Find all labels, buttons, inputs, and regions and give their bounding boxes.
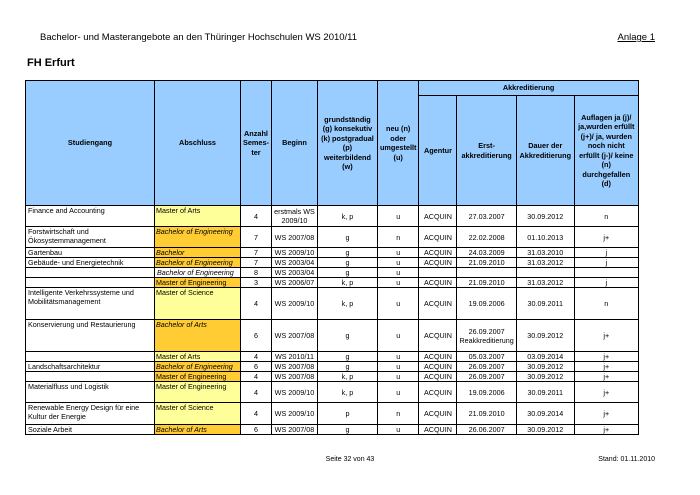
cell-abschluss: Master of Science xyxy=(155,288,241,320)
cell-semester: 4 xyxy=(241,372,272,382)
cell-art: g xyxy=(317,227,377,248)
cell-auflagen: j xyxy=(574,248,638,258)
cell-semester: 4 xyxy=(241,403,272,425)
cell-studiengang: Finance and Accounting xyxy=(26,206,155,227)
cell-studiengang: Konservierung und Restaurierung xyxy=(26,320,155,352)
table-row xyxy=(26,372,639,382)
col-studiengang: Studiengang xyxy=(26,81,155,206)
table-row xyxy=(26,278,639,288)
cell-abschluss: Bachelor of Arts xyxy=(155,320,241,352)
cell-beginn: WS 2007/08 xyxy=(271,372,317,382)
cell-abschluss: Master of Arts xyxy=(155,206,241,227)
cell-erst: 27.03.2007 xyxy=(457,206,516,227)
cell-art: g xyxy=(317,258,377,268)
col-erstakkreditierung: Erst- akkreditierung xyxy=(457,96,516,206)
table-row xyxy=(26,227,639,248)
cell-semester: 4 xyxy=(241,352,272,362)
cell-neu: u xyxy=(377,382,419,403)
cell-agentur: ACQUIN xyxy=(419,403,457,425)
col-art: grundständig (g) konsekutiv (k) postgradual (p) weiterbildend (w) xyxy=(317,81,377,206)
col-beginn: Beginn xyxy=(271,81,317,206)
cell-neu: u xyxy=(377,206,419,227)
cell-erst: 21.09.2010 xyxy=(457,403,516,425)
col-group-akkreditierung: Akkreditierung xyxy=(419,81,638,96)
cell-beginn: WS 2003/04 xyxy=(271,268,317,278)
cell-art: k, p xyxy=(317,382,377,403)
cell-studiengang: Forstwirtschaft und Ökosystemmanagement xyxy=(26,227,155,248)
cell-agentur: ACQUIN xyxy=(419,352,457,362)
cell-neu: u xyxy=(377,425,419,435)
cell-erst: 26.09.2007 Reakkreditierung xyxy=(457,320,516,352)
cell-neu: u xyxy=(377,248,419,258)
cell-auflagen: j+ xyxy=(574,403,638,425)
cell-dauer: 30.09.2012 xyxy=(516,372,574,382)
cell-agentur: ACQUIN xyxy=(419,248,457,258)
cell-neu: u xyxy=(377,258,419,268)
cell-erst xyxy=(457,268,516,278)
cell-dauer: 31.03.2012 xyxy=(516,258,574,268)
cell-dauer: 01.10.2013 xyxy=(516,227,574,248)
cell-studiengang xyxy=(26,352,155,362)
cell-semester: 4 xyxy=(241,206,272,227)
col-agentur: Agentur xyxy=(419,96,457,206)
cell-neu: u xyxy=(377,362,419,372)
cell-abschluss: Master of Science xyxy=(155,403,241,425)
cell-abschluss: Bachelor of Engineering xyxy=(155,258,241,268)
cell-semester: 6 xyxy=(241,425,272,435)
cell-beginn: WS 2009/10 xyxy=(271,288,317,320)
table-row xyxy=(26,362,639,372)
cell-neu: u xyxy=(377,268,419,278)
cell-auflagen: j+ xyxy=(574,372,638,382)
cell-auflagen: j+ xyxy=(574,382,638,403)
cell-dauer: 30.09.2012 xyxy=(516,362,574,372)
cell-abschluss: Bachelor xyxy=(155,248,241,258)
cell-dauer: 30.09.2011 xyxy=(516,288,574,320)
cell-studiengang xyxy=(26,372,155,382)
cell-semester: 7 xyxy=(241,248,272,258)
table-row xyxy=(26,248,639,258)
cell-neu: n xyxy=(377,227,419,248)
cell-agentur xyxy=(419,268,457,278)
cell-semester: 6 xyxy=(241,320,272,352)
cell-neu: u xyxy=(377,352,419,362)
cell-studiengang: Renewable Energy Design für eine Kultur der Energie xyxy=(26,403,155,425)
cell-beginn: WS 2009/10 xyxy=(271,403,317,425)
cell-auflagen: j+ xyxy=(574,362,638,372)
cell-agentur: ACQUIN xyxy=(419,425,457,435)
cell-art: g xyxy=(317,320,377,352)
col-auflagen: Auflagen ja (j)/ ja,wurden erfüllt (j+)/ ja, wurden noch nicht erfüllt (j-)/ keine (n) durchgefallen (d) xyxy=(574,96,638,206)
cell-erst: 26.06.2007 xyxy=(457,425,516,435)
cell-abschluss: Bachelor of Arts xyxy=(155,425,241,435)
cell-beginn: WS 2007/08 xyxy=(271,227,317,248)
cell-beginn: WS 2007/08 xyxy=(271,362,317,372)
cell-semester: 4 xyxy=(241,288,272,320)
table-row xyxy=(26,382,639,403)
cell-auflagen: j xyxy=(574,258,638,268)
cell-neu: n xyxy=(377,403,419,425)
table-row xyxy=(26,403,639,425)
col-neu: neu (n) oder umgestellt (u) xyxy=(377,81,419,206)
cell-art: k, p xyxy=(317,372,377,382)
table-row xyxy=(26,288,639,320)
cell-beginn: WS 2003/04 xyxy=(271,258,317,268)
cell-auflagen: j+ xyxy=(574,425,638,435)
cell-erst: 22.02.2008 xyxy=(457,227,516,248)
table-row xyxy=(26,258,639,268)
cell-beginn: WS 2007/08 xyxy=(271,320,317,352)
page-title: FH Erfurt xyxy=(27,57,75,69)
cell-agentur: ACQUIN xyxy=(419,288,457,320)
cell-agentur: ACQUIN xyxy=(419,372,457,382)
cell-abschluss: Master of Engineering xyxy=(155,382,241,403)
cell-studiengang: Landschaftsarchitektur xyxy=(26,362,155,372)
cell-dauer: 31.03.2010 xyxy=(516,248,574,258)
cell-beginn: WS 2007/08 xyxy=(271,425,317,435)
cell-semester: 7 xyxy=(241,227,272,248)
cell-agentur: ACQUIN xyxy=(419,227,457,248)
cell-studiengang: Materialfluss und Logistik xyxy=(26,382,155,403)
cell-dauer: 30.09.2014 xyxy=(516,403,574,425)
cell-auflagen: j+ xyxy=(574,352,638,362)
cell-dauer: 30.09.2012 xyxy=(516,320,574,352)
cell-erst: 21.09.2010 xyxy=(457,258,516,268)
cell-neu: u xyxy=(377,278,419,288)
cell-studiengang xyxy=(26,278,155,288)
cell-auflagen: n xyxy=(574,206,638,227)
cell-abschluss: Bachelor of Engineering xyxy=(155,268,241,278)
cell-studiengang: Soziale Arbeit xyxy=(26,425,155,435)
cell-semester: 8 xyxy=(241,268,272,278)
cell-beginn: WS 2006/07 xyxy=(271,278,317,288)
cell-dauer: 30.09.2012 xyxy=(516,206,574,227)
cell-auflagen: j xyxy=(574,278,638,288)
cell-studiengang: Gartenbau xyxy=(26,248,155,258)
cell-dauer xyxy=(516,268,574,278)
cell-art: g xyxy=(317,352,377,362)
cell-studiengang: Intelligente Verkehrssysteme und Mobilitätsmanagement xyxy=(26,288,155,320)
cell-erst: 26.09.2007 xyxy=(457,362,516,372)
cell-art: g xyxy=(317,248,377,258)
cell-dauer: 03.09.2014 xyxy=(516,352,574,362)
cell-art: g xyxy=(317,362,377,372)
cell-erst: 26.09.2007 xyxy=(457,372,516,382)
cell-beginn: WS 2010/11 xyxy=(271,352,317,362)
table-row xyxy=(26,352,639,362)
table-row xyxy=(26,268,639,278)
cell-auflagen xyxy=(574,268,638,278)
cell-erst: 05.03.2007 xyxy=(457,352,516,362)
cell-abschluss: Master of Arts xyxy=(155,352,241,362)
document-header-title: Bachelor- und Masterangebote an den Thüringer Hochschulen WS 2010/11 xyxy=(40,32,358,43)
cell-agentur: ACQUIN xyxy=(419,206,457,227)
cell-art: g xyxy=(317,268,377,278)
programs-table xyxy=(25,80,639,435)
cell-studiengang xyxy=(26,268,155,278)
cell-erst: 19.09.2006 xyxy=(457,288,516,320)
col-abschluss: Abschluss xyxy=(155,81,241,206)
cell-semester: 7 xyxy=(241,258,272,268)
cell-abschluss: Bachelor of Engineering xyxy=(155,227,241,248)
cell-art: k, p xyxy=(317,278,377,288)
table-body xyxy=(26,206,639,435)
col-dauer: Dauer der Akkreditierung xyxy=(516,96,574,206)
cell-dauer: 31.03.2012 xyxy=(516,278,574,288)
cell-erst: 24.03.2009 xyxy=(457,248,516,258)
annex-label: Anlage 1 xyxy=(617,32,655,43)
cell-agentur: ACQUIN xyxy=(419,362,457,372)
cell-art: p xyxy=(317,403,377,425)
cell-semester: 4 xyxy=(241,382,272,403)
date-stamp: Stand: 01.11.2010 xyxy=(598,456,655,463)
cell-art: k, p xyxy=(317,206,377,227)
cell-abschluss: Bachelor of Engineering xyxy=(155,362,241,372)
cell-beginn: WS 2009/10 xyxy=(271,382,317,403)
cell-neu: u xyxy=(377,372,419,382)
cell-erst: 21.09.2010 xyxy=(457,278,516,288)
cell-neu: u xyxy=(377,288,419,320)
cell-dauer: 30.09.2011 xyxy=(516,382,574,403)
cell-auflagen: j+ xyxy=(574,320,638,352)
cell-beginn: WS 2009/10 xyxy=(271,248,317,258)
table-row xyxy=(26,320,639,352)
cell-neu: u xyxy=(377,320,419,352)
cell-agentur: ACQUIN xyxy=(419,320,457,352)
table-row xyxy=(26,206,639,227)
cell-agentur: ACQUIN xyxy=(419,382,457,403)
cell-abschluss: Master of Engineering xyxy=(155,278,241,288)
cell-studiengang: Gebäude- und Energietechnik xyxy=(26,258,155,268)
cell-art: g xyxy=(317,425,377,435)
cell-erst: 19.09.2006 xyxy=(457,382,516,403)
cell-dauer: 30.09.2012 xyxy=(516,425,574,435)
cell-semester: 6 xyxy=(241,362,272,372)
cell-art: k, p xyxy=(317,288,377,320)
cell-abschluss: Master of Engineering xyxy=(155,372,241,382)
table-row xyxy=(26,425,639,435)
cell-auflagen: j+ xyxy=(574,227,638,248)
cell-beginn: erstmals WS 2009/10 xyxy=(271,206,317,227)
cell-semester: 3 xyxy=(241,278,272,288)
col-semester: Anzahl Semes- ter xyxy=(241,81,272,206)
cell-auflagen: n xyxy=(574,288,638,320)
cell-agentur: ACQUIN xyxy=(419,258,457,268)
cell-agentur: ACQUIN xyxy=(419,278,457,288)
page-number: Seite 32 von 43 xyxy=(325,456,375,463)
